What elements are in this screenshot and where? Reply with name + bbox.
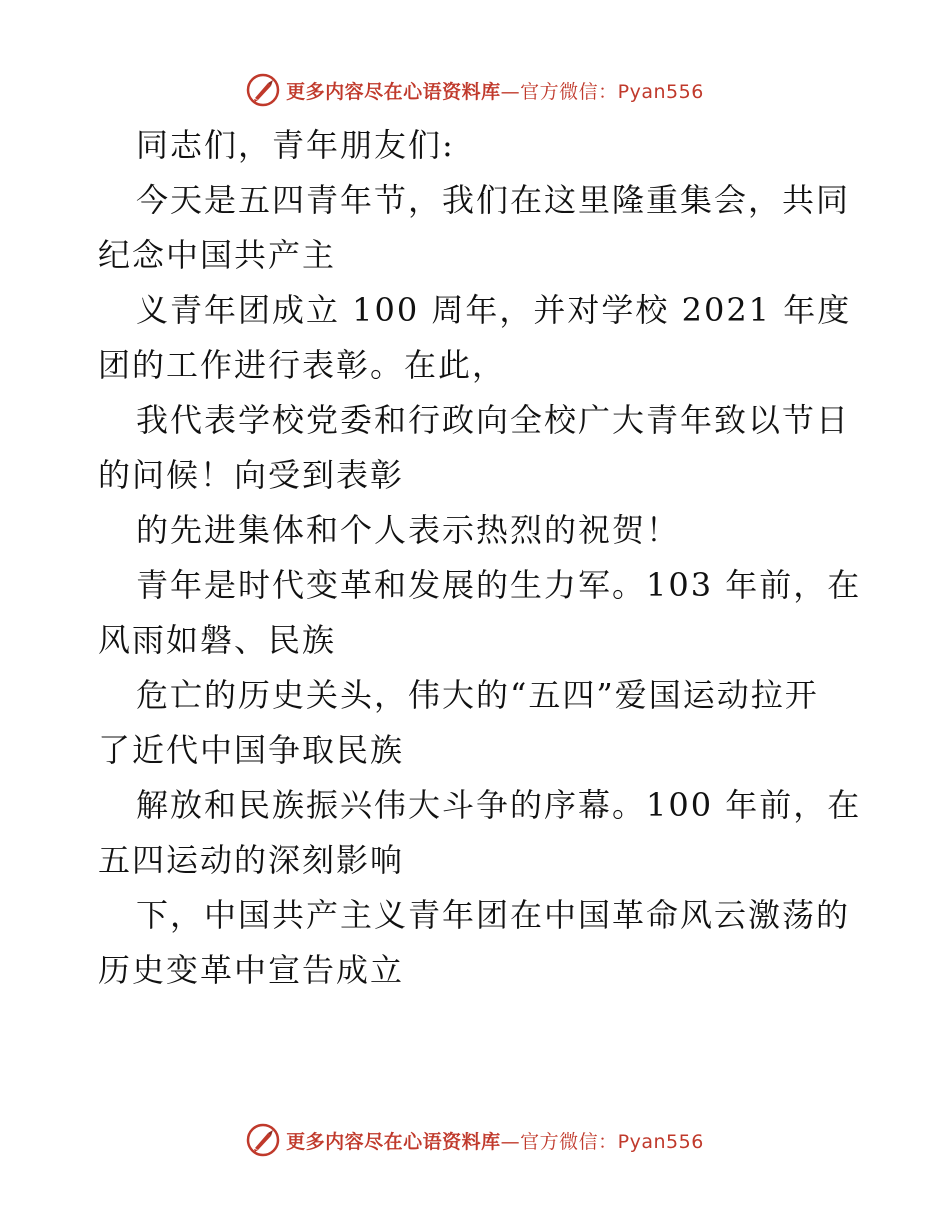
body-line-10: 风雨如磐、民族 xyxy=(98,621,337,659)
body-line-8: 的先进集体和个人表示热烈的祝贺！ xyxy=(136,511,681,549)
body-line-11: 危亡的历史关头，伟大的“五四”爱国运动拉开 xyxy=(136,676,819,714)
header-banner xyxy=(0,70,950,110)
pen-feather-logo-icon xyxy=(246,1123,280,1157)
body-line-2: 今天是五四青年节，我们在这里隆重集会，共同 xyxy=(136,181,851,219)
body-line-12: 了近代中国争取民族 xyxy=(98,731,405,769)
body-line-4: 义青年团成立 100 周年，并对学校 2021 年度 xyxy=(136,291,852,329)
body-line-7: 的问候！向受到表彰 xyxy=(98,456,405,494)
body-line-14: 五四运动的深刻影响 xyxy=(98,841,405,879)
footer-banner-text xyxy=(286,1127,704,1154)
body-line-6: 我代表学校党委和行政向全校广大青年致以节日 xyxy=(136,401,851,439)
footer-brand-text: 更多内容尽在心语资料库 xyxy=(286,1130,501,1153)
body-line-13: 解放和民族振兴伟大斗争的序幕。100 年前，在 xyxy=(136,786,862,824)
header-banner-text xyxy=(286,77,704,104)
footer-banner xyxy=(0,1120,950,1160)
header-dash: — xyxy=(500,80,521,103)
header-wechat-text: 官方微信：Pyan556 xyxy=(520,80,704,103)
body-line-3: 纪念中国共产主 xyxy=(98,236,337,274)
footer-wechat-text: 官方微信：Pyan556 xyxy=(520,1130,704,1153)
body-line-9: 青年是时代变革和发展的生力军。103 年前，在 xyxy=(136,566,862,604)
header-brand-text: 更多内容尽在心语资料库 xyxy=(286,80,501,103)
body-line-16: 历史变革中宣告成立 xyxy=(98,951,405,989)
body-line-5: 团的工作进行表彰。在此， xyxy=(98,346,507,384)
footer-dash: — xyxy=(500,1130,521,1153)
body-line-15: 下，中国共产主义青年团在中国革命风云激荡的 xyxy=(136,896,851,934)
pen-feather-logo-icon xyxy=(246,73,280,107)
body-line-1: 同志们，青年朋友们: xyxy=(136,126,455,164)
document-body xyxy=(98,118,862,998)
